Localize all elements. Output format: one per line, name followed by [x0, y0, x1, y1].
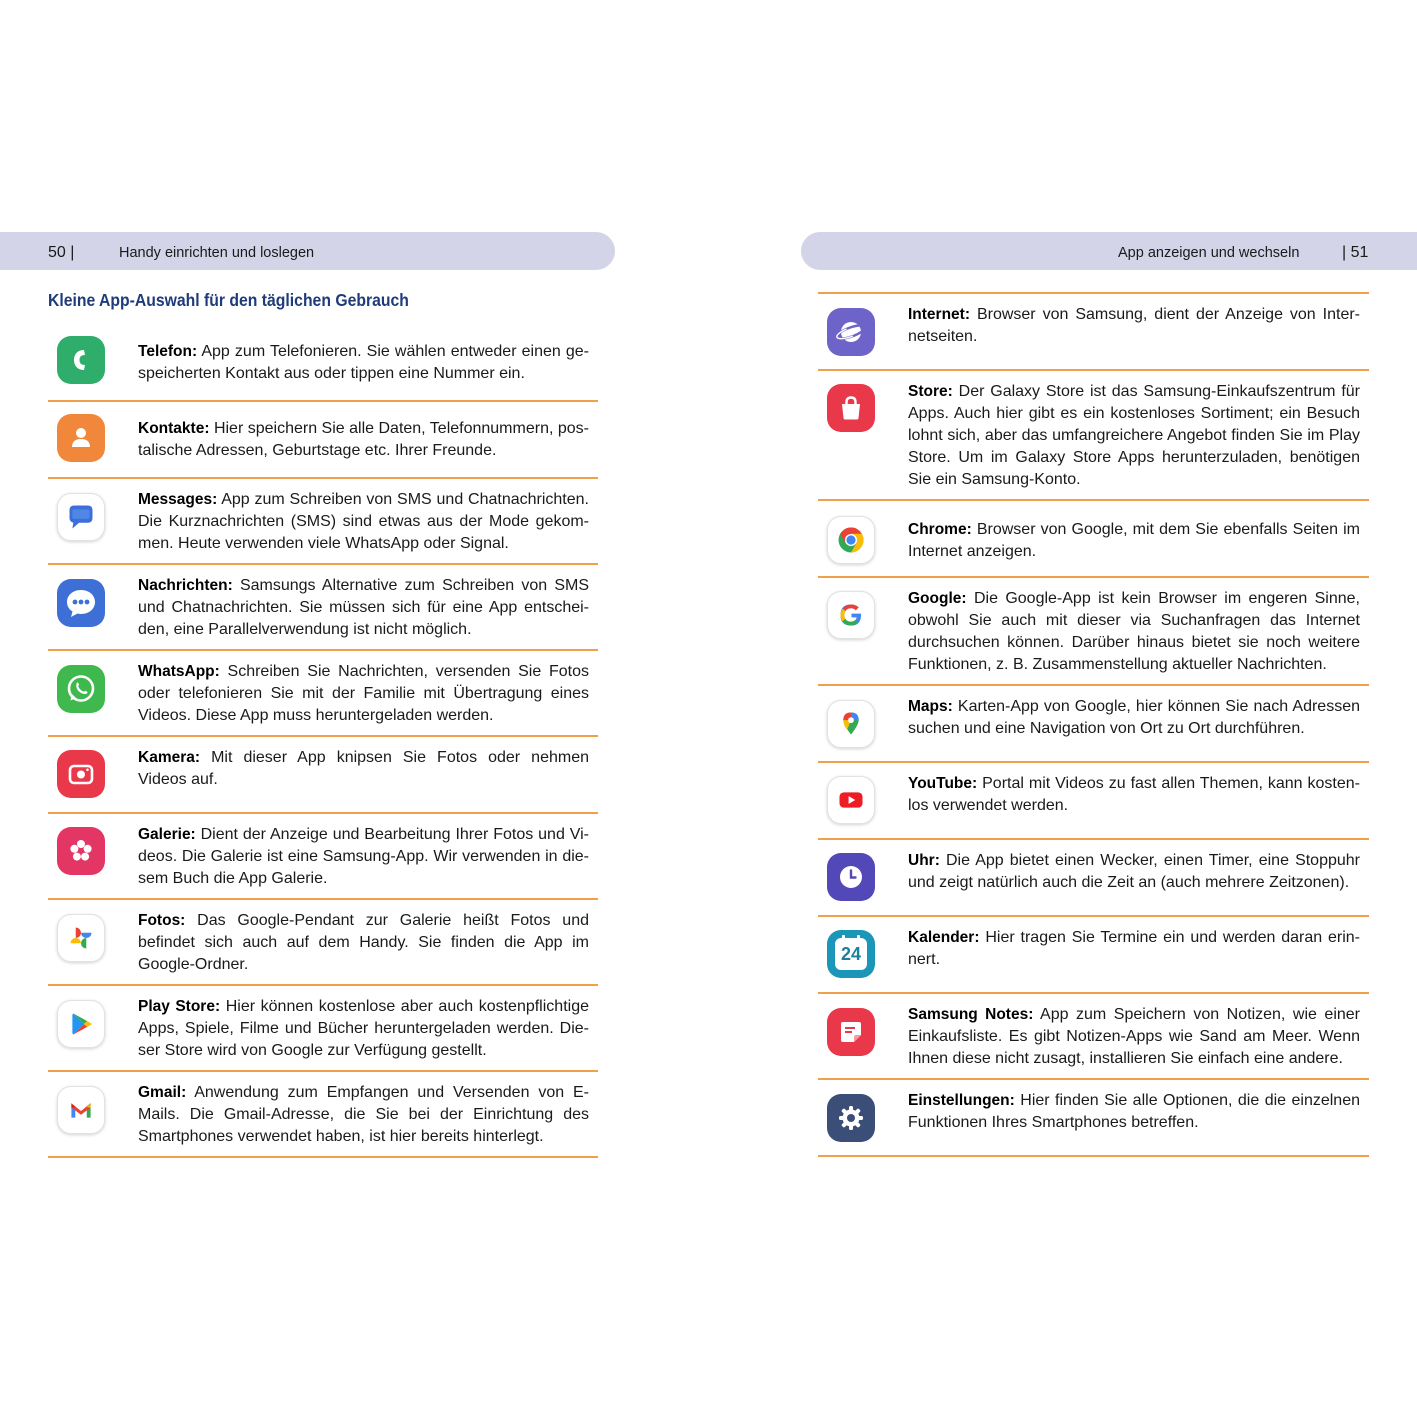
entry-text — [138, 661, 589, 727]
entry-text — [908, 773, 1360, 817]
entry-label: Galerie: — [138, 826, 196, 843]
entry-description: App zum Telefonieren. Sie wählen entweder einen gespeicherten Kontakt aus oder tippen eine Nummer ein. — [138, 343, 589, 382]
app-entry-whatsapp — [48, 651, 598, 737]
google-app-icon — [827, 591, 875, 639]
entry-label: Maps: — [908, 698, 953, 715]
app-entry-einstellungen — [818, 1080, 1369, 1157]
right-page-number: | 51 — [1342, 244, 1369, 261]
app-entry-youtube — [818, 763, 1369, 840]
entry-description: Die Google-App ist kein Browser im engeren Sinne, obwohl Sie auch mit dieser via Suchanfragen das Internet durchsuchen können. Darüber hinaus bietet sie noch weitere Funktionen, z. B. Zusammenstellung aktueller Nachrichten. — [908, 590, 1361, 673]
section-title: Kleine App-Auswahl für den täglichen Gebrauch — [48, 290, 409, 310]
entry-label: Nachrichten: — [138, 577, 233, 594]
entry-description: Das Google-Pendant zur Galerie heißt Fotos und befindet sich auch auf dem Handy. Sie finden die App im Google-Ordner. — [138, 912, 589, 973]
right-page-header-band — [801, 232, 1417, 270]
right-app-list — [818, 292, 1369, 1157]
app-entry-messages — [48, 479, 598, 565]
entry-label: Uhr: — [908, 852, 940, 869]
entry-text — [138, 1082, 589, 1148]
entry-label: Play Store: — [138, 998, 221, 1015]
chrome-app-icon — [827, 516, 875, 564]
entry-text — [138, 747, 589, 791]
entry-description: App zum Schreiben von SMS und Chatnachrichten. Die Kurznachrichten (SMS) sind etwas aus der Mode gekommen. Heute verwenden viele WhatsApp oder Signal. — [138, 491, 589, 552]
entry-label: Samsung Notes: — [908, 1006, 1034, 1023]
gmail-app-icon — [57, 1086, 105, 1134]
entry-description: Die App bietet einen Wecker, einen Timer, eine Stoppuhr und zeigt natürlich auch die Zeit an (auch mehrere Zeitzonen). — [908, 852, 1361, 891]
contacts-app-icon — [57, 414, 105, 462]
entry-label: WhatsApp: — [138, 663, 220, 680]
entry-label: Einstellungen: — [908, 1092, 1015, 1109]
calendar-icon-day: 24 — [840, 943, 862, 964]
app-entry-internet — [818, 294, 1369, 371]
entry-text — [138, 489, 589, 555]
whatsapp-app-icon — [57, 665, 105, 713]
app-entry-nachrichten — [48, 565, 598, 651]
app-entry-store — [818, 371, 1369, 501]
entry-description: Samsungs Alternative zum Schreiben von SMS und Chatnachrichten. Sie müssen sich für eine App entscheiden, eine Parallelverwendung ist nicht möglich. — [138, 577, 589, 638]
left-running-title: Handy einrichten und loslegen — [119, 245, 315, 261]
app-entry-gmail — [48, 1072, 598, 1158]
samsung-notes-app-icon — [827, 1008, 875, 1056]
entry-label: Kalender: — [908, 929, 980, 946]
app-entry-fotos — [48, 900, 598, 986]
entry-text — [908, 850, 1360, 894]
entry-description: Browser von Samsung, dient der Anzeige von Internetseiten. — [908, 306, 1360, 345]
google-messages-app-icon — [57, 493, 105, 541]
left-page-number: 50 | — [48, 244, 75, 261]
entry-description: Hier können kostenlose aber auch kostenpflichtige Apps, Spiele, Filme und Bücher heruntergeladen werden. Dieser Store wird von Google zur Verfügung gestellt. — [138, 998, 589, 1059]
entry-label: Kamera: — [138, 749, 201, 766]
app-entry-play-store — [48, 986, 598, 1072]
app-entry-samsung-notes — [818, 994, 1369, 1080]
entry-text — [908, 381, 1360, 491]
right-running-title: App anzeigen und wechseln — [1118, 245, 1300, 261]
entry-description: App zum Speichern von Notizen, wie einer Einkaufsliste. Es gibt Notizen-Apps wie Sand am Meer. Wenn Ihnen diese nicht zusagt, installieren Sie einfach eine andere. — [908, 1006, 1360, 1067]
entry-label: Chrome: — [908, 521, 972, 538]
entry-text — [138, 575, 589, 641]
app-entry-google — [818, 578, 1369, 686]
app-entry-kontakte — [48, 402, 598, 479]
entry-text — [908, 696, 1360, 740]
entry-description: Schreiben Sie Nachrichten, versenden Sie Fotos oder telefonieren Sie mit der Familie mit Übertragung eines Videos. Diese App muss heruntergeladen werden. — [138, 663, 590, 724]
samsung-messages-app-icon — [57, 579, 105, 627]
entry-description: Der Galaxy Store ist das Samsung-Einkaufszentrum für Apps. Auch hier gibt es ein kostenloses Sortiment; ein Besuch lohnt sich, aber das umfangreichere Angebot finden Sie im Play Store. Um im Galaxy Store Apps herunterzuladen, benötigen Sie ein Samsung-Konto. — [908, 383, 1361, 488]
entry-label: Fotos: — [138, 912, 186, 929]
entry-label: Store: — [908, 383, 953, 400]
entry-description: Hier speichern Sie alle Daten, Telefonnummern, postalische Adressen, Geburtstage etc. Ihrer Freunde. — [138, 420, 589, 459]
phone-app-icon — [57, 336, 105, 384]
entry-label: Internet: — [908, 306, 970, 323]
entry-label: Telefon: — [138, 343, 198, 360]
app-entry-telefon — [48, 326, 598, 402]
entry-text — [138, 341, 589, 385]
entry-text — [138, 418, 589, 462]
entry-label: Kontakte: — [138, 420, 210, 437]
entry-text — [138, 996, 589, 1062]
entry-description: Portal mit Videos zu fast allen Themen, kann kostenlos verwendet werden. — [908, 775, 1360, 814]
play-store-app-icon — [57, 1000, 105, 1048]
entry-description: Browser von Google, mit dem Sie ebenfalls Seiten im Internet anzeigen. — [908, 521, 1361, 560]
app-entry-maps — [818, 686, 1369, 763]
app-entry-chrome — [818, 501, 1369, 578]
google-maps-app-icon — [827, 700, 875, 748]
galaxy-store-app-icon — [827, 384, 875, 432]
entry-description: Anwendung zum Empfangen und Versenden von E-Mails. Die Gmail-Adresse, die Sie bei der Einrichtung des Smartphones verwendet haben, ist hier bereits hinterlegt. — [138, 1084, 589, 1145]
app-entry-kalender — [818, 917, 1369, 994]
samsung-internet-app-icon — [827, 308, 875, 356]
calendar-icon-face — [835, 938, 867, 970]
entry-description: Mit dieser App knipsen Sie Fotos oder nehmen Videos auf. — [138, 749, 589, 788]
entry-text — [908, 304, 1360, 348]
youtube-app-icon — [827, 776, 875, 824]
clock-app-icon — [827, 853, 875, 901]
app-entry-kamera — [48, 737, 598, 814]
settings-app-icon — [827, 1094, 875, 1142]
entry-text — [138, 824, 589, 890]
gallery-app-icon — [57, 827, 105, 875]
entry-description: Karten-App von Google, hier können Sie nach Adressen suchen und eine Navigation von Ort zu Ort durchführen. — [908, 698, 1360, 737]
entry-description: Dient der Anzeige und Bearbeitung Ihrer Fotos und Videos. Die Galerie ist eine Samsung-App. Wir verwenden in diesem Buch die App Galerie. — [138, 826, 589, 887]
google-photos-app-icon — [57, 914, 105, 962]
entry-label: Gmail: — [138, 1084, 187, 1101]
camera-app-icon — [57, 750, 105, 798]
entry-text — [908, 927, 1360, 971]
entry-text — [908, 1004, 1360, 1070]
calendar-app-icon — [827, 930, 875, 978]
entry-text — [908, 588, 1360, 676]
entry-description: Hier finden Sie alle Optionen, die die einzelnen Funktionen Ihres Smartphones betreffen. — [908, 1092, 1360, 1131]
app-entry-uhr — [818, 840, 1369, 917]
left-app-list — [48, 326, 598, 1158]
entry-text — [138, 910, 589, 976]
entry-label: YouTube: — [908, 775, 978, 792]
entry-description: Hier tragen Sie Termine ein und werden daran erinnert. — [908, 929, 1360, 968]
entry-text — [908, 1090, 1360, 1134]
app-entry-galerie — [48, 814, 598, 900]
entry-text — [908, 519, 1360, 563]
entry-label: Messages: — [138, 491, 218, 508]
entry-label: Google: — [908, 590, 967, 607]
